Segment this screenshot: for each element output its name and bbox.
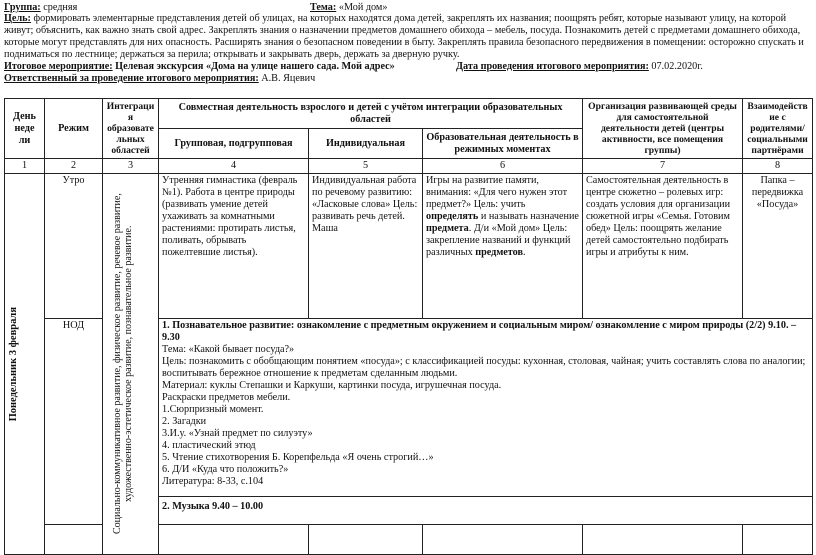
nod-music: 2. Музыка 9.40 – 10.00 [162, 501, 264, 512]
header-parents: Взаимодейств ие с родителями/ социальными партнёрами [743, 99, 813, 159]
header-integration: Интеграци я образовате льных областей [103, 99, 159, 159]
next-educational [423, 525, 583, 555]
header-joint-activity: Совместная деятельность взрослого и детей с учётом интеграции образовательных областей [159, 99, 583, 129]
final-event-line [4, 61, 810, 73]
column-number: 4 [159, 159, 309, 174]
final-date-block [456, 61, 703, 73]
nod-line: 1.Сюрпризный момент. [162, 404, 264, 415]
nod-line: Литература: 8-33, с.104 [162, 476, 264, 487]
music-block [159, 496, 812, 523]
educational-text: . [523, 247, 526, 258]
morning-individual-name: Маша [312, 223, 338, 234]
header-educational: Образовательная деятельность в режимных моментах [423, 129, 583, 159]
nod-line: 2. Загадки [162, 416, 207, 427]
column-number: 7 [583, 159, 743, 174]
goal-label: Цель: [4, 13, 31, 24]
nod-line: 4. пластический этюд [162, 440, 256, 451]
nod-content [159, 319, 813, 525]
integration-cell [103, 174, 159, 555]
header-regime: Режим [45, 99, 103, 159]
column-number: 5 [309, 159, 423, 174]
column-number: 6 [423, 159, 583, 174]
educational-bold: определять [426, 211, 479, 222]
column-number: 3 [103, 159, 159, 174]
nod-line: Тема: «Какой бывает посуда?» [162, 344, 295, 355]
goal-paragraph [4, 13, 812, 61]
plan-table [4, 98, 813, 555]
next-parents [743, 525, 813, 555]
final-date-label: Дата проведения итогового мероприятия: [456, 61, 649, 72]
column-number: 1 [5, 159, 45, 174]
nod-line: 6. Д/И «Куда что положить?» [162, 464, 289, 475]
nod-line: 3.И.у. «Узнай предмет по силуэту» [162, 428, 313, 439]
group-value: средняя [40, 2, 78, 13]
column-number: 2 [45, 159, 103, 174]
morning-row [5, 174, 813, 319]
final-event-value: Целевая экскурсия «Дома на улице нашего сада. Мой адрес» [112, 61, 395, 72]
nod-line: Цель: познакомить с обобщающим понятием «посуда»; с классификацией посуды: кухонная, столовая, чайная; учить составлять слова по аналогии; воспитывать бережное отношение к предметам сделанным людьми. [162, 356, 806, 379]
next-individual [309, 525, 423, 555]
final-event-label: Итоговое мероприятие: [4, 61, 113, 72]
next-group [159, 525, 309, 555]
header-group: Групповая, подгрупповая [159, 129, 309, 159]
regime-nod: НОД [45, 319, 103, 525]
morning-environment: Самостоятельная деятельность в центре сюжетно – ролевых игр: создать условия для организации сюжетной игры «Семья. Готовим обед» Цель: поощрять желание детей самостоятельно подбирать игры и атрибуты к ним. [583, 174, 743, 319]
educational-text: Игры на развитие памяти, внимания: «Для чего нужен этот предмет?» Цель: учить [426, 175, 568, 210]
goal-text: формировать элементарные представления детей об улицах, на которых находятся дома детей, закреплять их названия; поощрять ребят, которые называют улицу, на которой живут; объяснить, как важно знать свой адрес. Закреплять знания о назначении предметов домашнего обихода – мебель, посуда. Познакомить детей с предметами домашнего обихода, которые могут представлять для них опасность. Расширять знания о безопасном поведении в быту. Закреплять правила безопасного передвижения в помещении: осторожно спускать и подниматься по лестнице; держаться за перила; открывать и закрывать дверь, держать за дверную ручку. [4, 13, 804, 60]
educational-text: . Д/и «Мой дом» Цель: закрепление названий и функций различных [426, 223, 571, 258]
header-environment: Организация развивающей среды для самостоятельной деятельности детей (центры активности, все помещения группы) [583, 99, 743, 159]
column-number: 8 [743, 159, 813, 174]
morning-parents: Папка – передвижка «Посуда» [743, 174, 813, 319]
responsible-line [4, 73, 810, 85]
column-numbers-row [5, 159, 813, 174]
responsible-label: Ответственный за проведение итогового мероприятия: [4, 73, 259, 84]
educational-text: и называть назначение [478, 211, 579, 222]
group-label: Группа: [4, 2, 41, 13]
morning-individual: Индивидуальная работа по речевому развитию: «Ласковые слова» Цель: развивать речь детей. [312, 175, 418, 222]
morning-individual-cell [309, 174, 423, 319]
day-cell [5, 174, 45, 555]
final-date-value: 07.02.2020г. [648, 61, 703, 72]
regime-morning: Утро [45, 174, 103, 319]
morning-educational [423, 174, 583, 319]
educational-bold: предмета [426, 223, 469, 234]
responsible-value: А.В. Яцевич [258, 73, 316, 84]
day-value: Понедельник 3 февраля [8, 306, 19, 422]
next-environment [583, 525, 743, 555]
theme-value: «Мой дом» [336, 2, 388, 13]
integration-value: Социально-коммуникативное развитие, физическое развитие, речевое развитие, художественно-эстетическое развитие, познавательное развитие. [111, 193, 134, 535]
nod-title: 1. Познавательное развитие: ознакомление с предметным окружением и социальным миром/ ознакомление с миром природы (2/2) 9.10. – 9.30 [162, 320, 797, 343]
next-regime [45, 525, 103, 555]
nod-line: Материал: куклы Степашки и Каркуши, картинки посуда, игрушечная посуда. [162, 380, 502, 391]
morning-group: Утренняя гимнастика (февраль №1). Работа в центре природы (развивать умение детей ухаживать за комнатными растениями: протирать листья, поливать, обрывать пожелтевшие листья). [159, 174, 309, 319]
header-day: День неде ли [5, 99, 45, 159]
theme-label: Тема: [310, 2, 337, 13]
nod-line: Раскраски предметов мебели. [162, 392, 291, 403]
nod-line: 5. Чтение стихотворения Б. Корепфельда «Я очень строгий…» [162, 452, 434, 463]
educational-bold: предметов [475, 247, 523, 258]
header-individual: Индивидуальная [309, 129, 423, 159]
